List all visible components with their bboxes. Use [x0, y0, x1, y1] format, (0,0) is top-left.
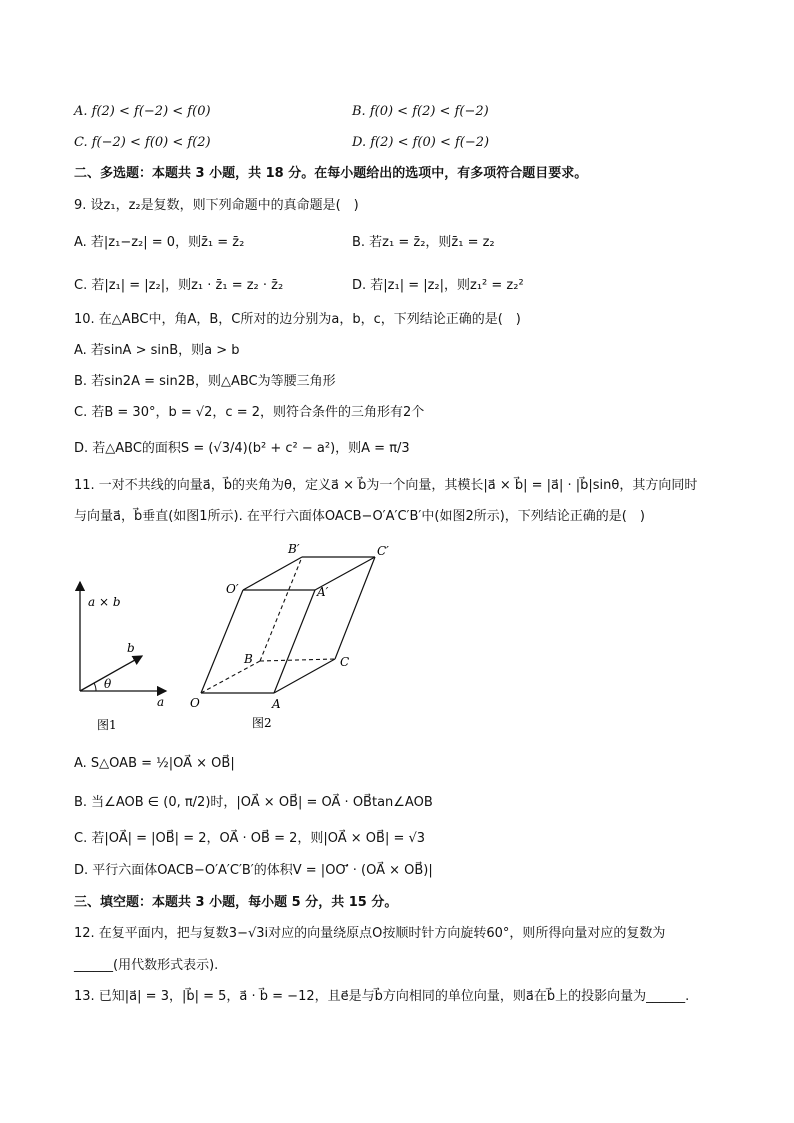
vertex-O: O	[190, 696, 200, 710]
q11-stem-line1: 11. 一对不共线的向量a⃗，b⃗的夹角为θ，定义a⃗ × b⃗为一个向量，其模长|a⃗ × b⃗| = |a⃗| · |b⃗|sinθ，其方向同时	[74, 478, 698, 493]
q8-option-a: A. f(2) < f(−2) < f(0)	[74, 104, 211, 119]
vertex-A-prime: A′	[317, 585, 329, 599]
q8-option-c: C. f(−2) < f(0) < f(2)	[74, 135, 211, 150]
vertex-B: B	[244, 652, 253, 666]
q10-stem: 10. 在△ABC中，角A，B，C所对的边分别为a，b，c，下列结论正确的是( )	[74, 312, 521, 327]
q11-stem-line2: 与向量a⃗，b⃗垂直(如图1所示). 在平行六面体OACB−O′A′C′B′中(如图2所示)，下列结论正确的是( )	[74, 509, 645, 524]
vertex-A: A	[272, 697, 281, 711]
q10-option-a: A. 若sinA > sinB，则a > b	[74, 343, 240, 358]
vertex-C: C	[340, 655, 350, 669]
q8-option-b: B. f(0) < f(2) < f(−2)	[352, 104, 489, 119]
q9-stem: 9. 设z₁，z₂是复数，则下列命题中的真命题是( )	[74, 198, 359, 213]
theta-label: θ	[104, 677, 112, 691]
figure-2-caption: 图2	[252, 716, 272, 730]
b-label: b	[127, 641, 135, 655]
q8-option-d: D. f(2) < f(0) < f(−2)	[352, 135, 490, 150]
vertex-C-prime: C′	[377, 544, 389, 558]
q11-option-c: C. 若|OA⃗| = |OB⃗| = 2，OA⃗ · OB⃗ = 2，则|OA⃗ × OB⃗| = √3	[74, 831, 426, 846]
q9-option-a: A. 若|z₁−z₂| = 0，则z̄₁ = z̄₂	[74, 235, 245, 250]
q9-option-d: D. 若|z₁| = |z₂|，则z₁² = z₂²	[352, 278, 524, 293]
figure-1-caption: 图1	[97, 718, 117, 732]
q10-option-c: C. 若B = 30°，b = √2，c = 2，则符合条件的三角形有2个	[74, 405, 425, 420]
q9-option-b: B. 若z₁ = z̄₂，则z̄₁ = z₂	[352, 235, 495, 250]
q12-line1: 12. 在复平面内，把与复数3−√3i对应的向量绕原点O按顺时针方向旋转60°，则所得向量对应的复数为	[74, 926, 666, 941]
axb-label: a × b	[88, 595, 121, 609]
figure-1-cross-product	[66, 570, 186, 740]
q9-option-c: C. 若|z₁| = |z₂|，则z₁ · z̄₁ = z₂ · z̄₂	[74, 278, 284, 293]
section-3-heading: 三、填空题：本题共 3 小题，每小题 5 分，共 15 分。	[74, 895, 398, 910]
q10-option-b: B. 若sin2A = sin2B，则△ABC为等腰三角形	[74, 374, 336, 389]
q11-option-d: D. 平行六面体OACB−O′A′C′B′的体积V = |OO′⃗ · (OA⃗ × OB⃗)|	[74, 863, 433, 878]
figure-2-parallelepiped	[186, 535, 406, 735]
theta-arc	[94, 683, 96, 691]
vertex-O-prime: O′	[226, 582, 239, 596]
a-label: a	[157, 695, 165, 709]
q13-stem: 13. 已知|a⃗| = 3，|b⃗| = 5，a⃗ · b⃗ = −12，且e⃗是与b⃗方向相同的单位向量，则a⃗在b⃗上的投影向量为______.	[74, 989, 690, 1004]
vertex-B-prime: B′	[288, 542, 300, 556]
q11-option-b: B. 当∠AOB ∈ (0, π/2)时，|OA⃗ × OB⃗| = OA⃗ · OB⃗tan∠AOB	[74, 795, 433, 810]
q11-option-a: A. S△OAB = ½|OA⃗ × OB⃗|	[74, 756, 235, 771]
section-2-heading: 二、多选题：本题共 3 小题，共 18 分。在每小题给出的选项中，有多项符合题目要求。	[74, 166, 588, 181]
q12-line2: ______(用代数形式表示).	[74, 958, 219, 973]
q10-option-d: D. 若△ABC的面积S = (√3/4)(b² + c² − a²)，则A = π/3	[74, 441, 410, 456]
